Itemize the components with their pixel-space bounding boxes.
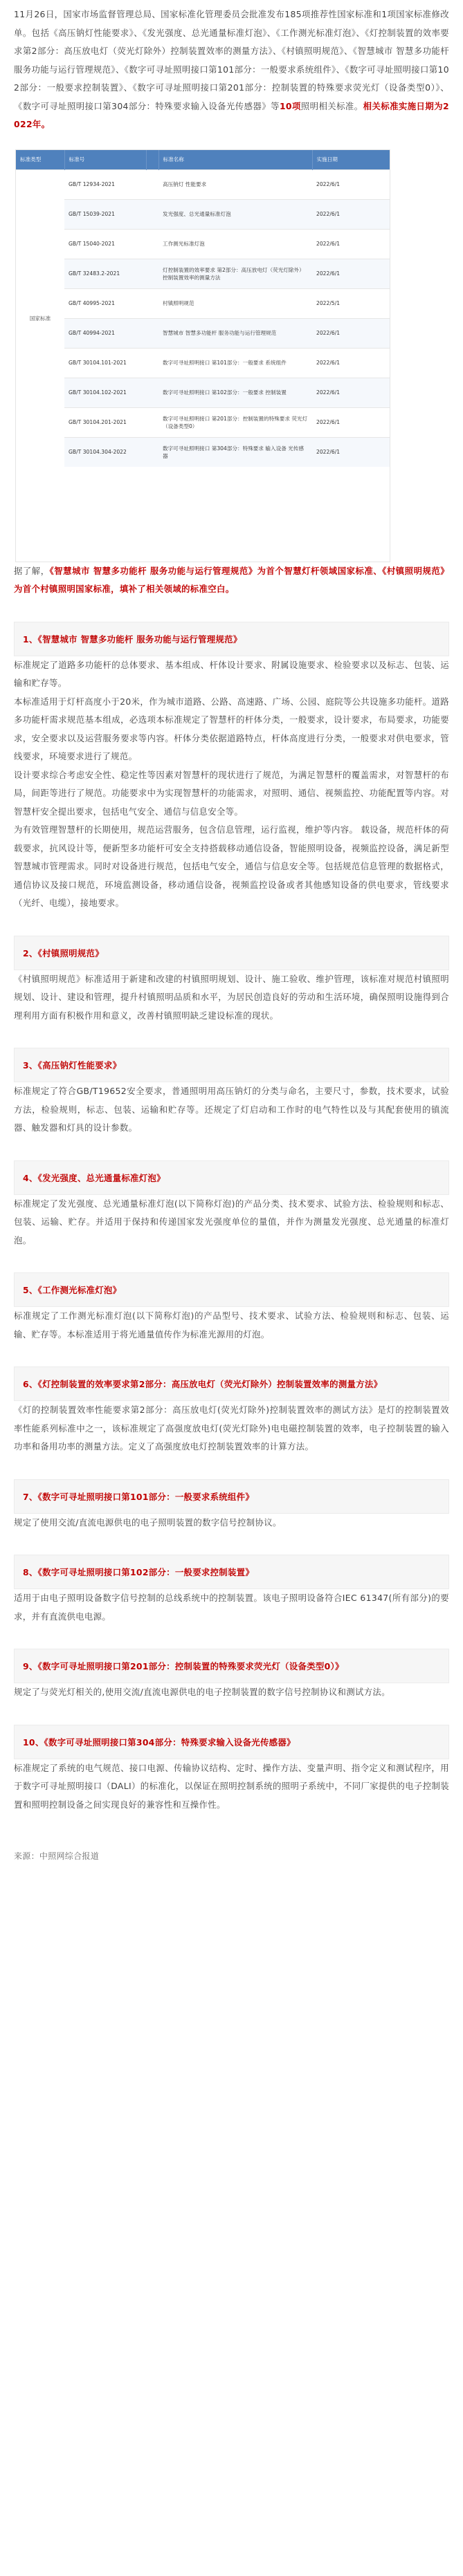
category-cell: 国家标准	[16, 169, 64, 467]
standard-code: GB/T 30104.201-2021	[64, 407, 158, 437]
section-heading: 8、《数字可寻址照明接口第102部分：一般要求控制装置》	[14, 1555, 449, 1589]
implementation-date: 2022/6/1	[312, 229, 390, 259]
table-row	[16, 318, 390, 348]
section-heading: 7、《数字可寻址照明接口第101部分：一般要求系统组件》	[14, 1479, 449, 1514]
implementation-date: 2022/5/1	[312, 288, 390, 318]
header-type: 标准类型	[16, 150, 64, 170]
standard-name: 数字可寻址照明接口 第304部分：特殊要求 输入设备 光传感器	[158, 437, 312, 467]
section-paragraph: 《村镇照明规范》标准适用于新建和改建的村镇照明规划、设计、施工验收、维护管理，该标准对规范村镇照明规划、设计、建设和管理，提升村镇照明品质和水平，为居民创造良好的劳动和生活环境，确保照明设施得到合理利用方面有积极作用和意义，改善村镇照明缺乏建设标准的现状。	[14, 973, 449, 1021]
section-heading: 5、《工作测光标准灯泡》	[14, 1272, 449, 1307]
table-row	[16, 437, 390, 467]
standards-count: 10项	[279, 100, 301, 111]
standard-code: GB/T 15039-2021	[64, 199, 158, 229]
standards-table	[16, 150, 390, 467]
standard-name: 智慧城市 智慧多功能杆 服务功能与运行管理规范	[158, 318, 312, 348]
standard-code: GB/T 40994-2021	[64, 318, 158, 348]
section-paragraph: 规定了与荧光灯相关的,使用交流/直流电源供电的电子控制装置的数字信号控制协议和测试方法。	[14, 1687, 390, 1697]
standard-code: GB/T 30104.101-2021	[64, 348, 158, 378]
standard-name: 发光强度、总光通量标准灯泡	[158, 199, 312, 229]
intro-paragraph: 11月26日，国家市场监督管理总局、国家标准化管理委员会批准发布185项推荐性国家标准和1项国家标准修改单。包括《高压钠灯性能要求》、《发光强度、总光通量标准灯泡》、《工作测光标准灯泡》、《灯控制装置的效率要求第2部分：高压放电灯（荧光灯除外）控制装置效率的测量方法》、《村镇照明规范》、《智慧城市 智慧多功能杆 服务功能与运行管理规范》、《数字可寻址照明接口第101部分：一般要求系统组件》、《数字可寻址照明接口第102部分：一般要求控制装置》、《数字可寻址照明接口第201部分：控制装置的特殊要求荧光灯（设备类型0）》、《数字可寻址照明接口第304部分：特殊要求输入设备光传感器》等10项照明相关标准。相关标准实施日期为2022年。	[14, 9, 450, 129]
standard-code: GB/T 32483.2-2021	[64, 259, 158, 288]
standard-name: 数字可寻址照明接口 第102部分：一般要求 控制装置	[158, 378, 312, 407]
implementation-date: 2022/6/1	[312, 169, 390, 199]
table-row	[16, 169, 390, 199]
implementation-date: 2022/6/1	[312, 437, 390, 467]
standard-code: GB/T 12934-2021	[64, 169, 158, 199]
standard-name: 灯控制装置的效率要求 第2部分：高压放电灯（荧光灯除外）控制装置效率的测量方法	[158, 259, 312, 288]
section-paragraph: 规定了使用交流/直流电源供电的电子照明装置的数字信号控制协议。	[14, 1517, 282, 1528]
section-paragraph: 适用于由电子照明设备数字信号控制的总线系统中的控制装置。该电子照明设备符合IEC 61347(所有部分)的要求，并有直流供电电源。	[14, 1593, 449, 1622]
implementation-date: 2022/6/1	[312, 348, 390, 378]
table-row	[16, 407, 390, 437]
table-row	[16, 378, 390, 407]
header-code: 标准号	[64, 150, 146, 170]
section-paragraph: 设计要求综合考虑安全性、稳定性等因素对智慧杆的现状进行了规范，为满足智慧杆的覆盖需求，对智慧杆的布局，间距等进行了规范。功能要求中为实现智慧杆的功能需求，对照明、通信、视频监控、功能配置等内容。对智慧杆安全提出要求，包括电气安全、通信与信息安全等。	[14, 769, 449, 817]
section-paragraph: 本标准适用于灯杆高度小于20米，作为城市道路、公路、高速路、广场、公园、庭院等公共设施多功能杆。道路多功能杆需求规范基本组成，必选项本标准规定了智慧杆的杆体分类，一般要求，设计要求，布局要求，功能要求，安全要求以及运营服务要求等内容。杆体分类依据道路特点，杆体高度进行分类，一般要求对供电要求，管线要求，环境要求进行了规范。	[14, 696, 449, 761]
section-heading: 6、《灯控制装置的效率要求第2部分：高压放电灯（荧光灯除外）控制装置效率的测量方法》	[14, 1366, 449, 1401]
implementation-date: 2022/6/1	[312, 407, 390, 437]
implementation-date: 2022/6/1	[312, 378, 390, 407]
table-row	[16, 259, 390, 288]
section-paragraph: 标准规定了系统的电气规范、接口电源、传输协议结构、定时、操作方法、变量声明、指令定义和测试程序，用于数字可寻址照明接口（DALI）的标准化，以保证在照明控制系统的照明子系统中，不同厂家提供的电子控制装置和照明控制设备之间实现良好的兼容性和互操作性。	[14, 1762, 449, 1810]
implementation-date: 2022/6/1	[312, 259, 390, 288]
section-heading: 3、《高压钠灯性能要求》	[14, 1048, 449, 1082]
section-paragraph: 标准规定了符合GB/T19652安全要求，普通照明用高压钠灯的分类与命名，主要尺寸，参数，技术要求，试验方法，检验规则，标志、包装、运输和贮存等。还规定了灯启动和工作时的电气特性以及与其配套使用的镇流器、触发器和灯具的设计参数。	[14, 1086, 449, 1133]
section-heading: 1、《智慧城市 智慧多功能杆 服务功能与运行管理规范》	[14, 622, 449, 656]
section-paragraph: 标准规定了工作测光标准灯泡(以下简称灯泡)的产品型号、技术要求、试验方法、检验规则和标志、包装、运输、贮存等。本标准适用于将光通量值传作为标准光源用的灯泡。	[14, 1310, 449, 1340]
table-row	[16, 348, 390, 378]
section-paragraph: 为有效管理智慧杆的长期使用，规范运营服务，包含信息管理，运行监视，维护等内容。 载设备，规范杆体的荷载要求，抗风设计等，便新型多功能杆可安全支持搭载移动通信设备，智能照明设备，视频监控设备，满足新型智慧城市管理需求。同时对设备进行规范，包括电气安全，通信与信息安全等。包括规范信息管理的数据格式，通信协议及接口规范，环境监测设备，移动通信设备，视频监控设备或者其他感知设备的供电要求，管线要求（光纤、电缆），接地要求。	[14, 824, 449, 908]
standard-name: 工作测光标准灯泡	[158, 229, 312, 259]
standard-name: 数字可寻址照明接口 第101部分：一般要求 系统组件	[158, 348, 312, 378]
standard-name: 村镇照明规范	[158, 288, 312, 318]
implementation-date: 2022/6/1	[312, 199, 390, 229]
header-name: 标准名称	[158, 150, 312, 170]
standard-code: GB/T 30104.102-2021	[64, 378, 158, 407]
sections	[14, 622, 449, 1815]
section-paragraph: 标准规定了道路多功能杆的总体要求、基本组成、杆体设计要求、附属设施要求、检验要求以及标志、包装、运输和贮存等。	[14, 659, 449, 688]
section-heading: 9、《数字可寻址照明接口第201部分：控制装置的特殊要求荧光灯（设备类型0）》	[14, 1649, 449, 1683]
source-credit: 来源：中照网综合报道	[14, 1851, 100, 1861]
section-heading: 10、《数字可寻址照明接口第304部分：特殊要求输入设备光传感器》	[14, 1725, 449, 1759]
header-blank	[146, 150, 158, 170]
standards-list: 《高压钠灯性能要求》、《发光强度、总光通量标准灯泡》、《工作测光标准灯泡》、《灯控制装置的效率要求第2部分：高压放电灯（荧光灯除外）控制装置效率的测量方法》、《村镇照明规范》、《智慧城市 智慧多功能杆 服务功能与运行管理规范》、《数字可寻址照明接口第101部分：一般要求系统组件》、《数字可寻址照明接口第102部分：一般要求控制装置》、《数字可寻址照明接口第201部分：控制装置的特殊要求荧光灯（设备类型0）》、《数字可寻址照明接口第304部分：特殊要求输入设备光传感器》	[14, 27, 449, 111]
summary-paragraph: 据了解，《智慧城市 智慧多功能杆 服务功能与运行管理规范》为首个智慧灯杆领域国家标准、《村镇照明规范》为首个村镇照明国家标准，填补了相关领域的标准空白。	[14, 565, 449, 594]
implementation-date: 2022/6/1	[312, 318, 390, 348]
standard-code: GB/T 15040-2021	[64, 229, 158, 259]
standard-code: GB/T 40995-2021	[64, 288, 158, 318]
standards-table-image	[15, 149, 390, 562]
table-row	[16, 229, 390, 259]
standard-name: 高压钠灯 性能要求	[158, 169, 312, 199]
header-date: 实施日期	[312, 150, 390, 170]
table-row	[16, 199, 390, 229]
section-paragraph: 标准规定了发光强度、总光通量标准灯泡(以下简称灯泡)的产品分类、技术要求、试验方法、检验规则和标志、包装、运输、贮存。并适用于保持和传递国家发光强度单位的量值，并作为测量发光强度、总光通量的标准灯泡。	[14, 1198, 449, 1245]
section-heading: 4、《发光强度、总光通量标准灯泡》	[14, 1160, 449, 1195]
standard-code: GB/T 30104.304-2022	[64, 437, 158, 467]
section-heading: 2、《村镇照明规范》	[14, 936, 449, 970]
standard-name: 数字可寻址照明接口 第201部分：控制装置的特殊要求 荧光灯（设备类型0）	[158, 407, 312, 437]
table-row	[16, 288, 390, 318]
section-paragraph: 《灯的控制装置效率性能要求第2部分：高压放电灯(荧光灯除外)控制装置效率的测试方法》是灯的控制装置效率性能系列标准中之一，该标准规定了高强度放电灯(荧光灯除外)电电磁控制装置的效率，电子控制装置的输入功率和备用功率的测量方法。定义了高强度放电灯控制装置效率的计算方法。	[14, 1405, 449, 1452]
implementation-date-note: 相关标准实施日期为2022年。	[14, 100, 450, 129]
